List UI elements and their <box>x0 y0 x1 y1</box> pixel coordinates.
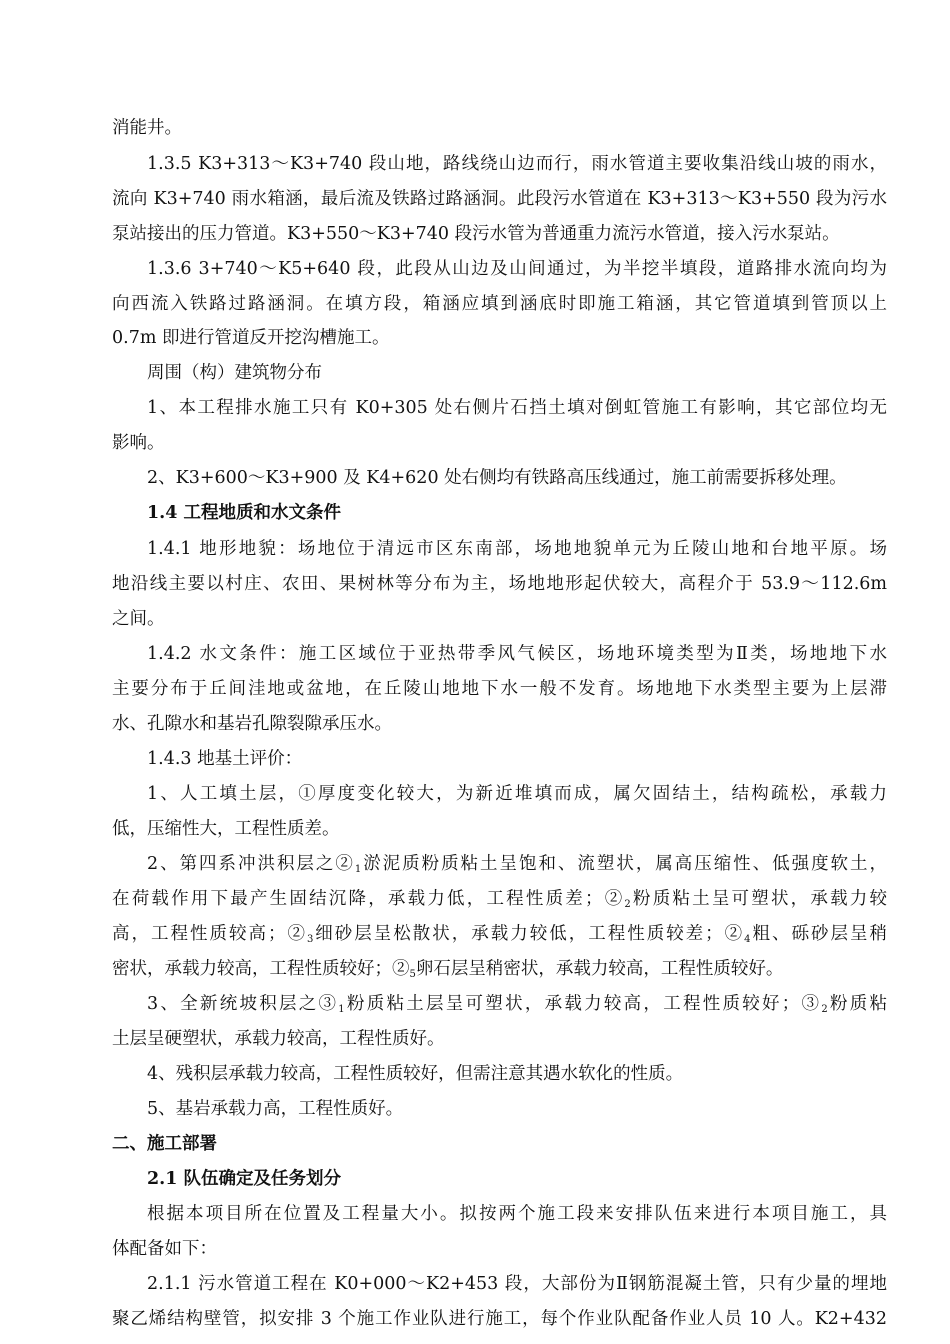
text-fragment: 2、第四系冲洪积层之② <box>147 854 355 874</box>
text-line <box>112 888 887 916</box>
text-line: 向西流入铁路过路涵洞。在填方段，箱涵应填到涵底时即施工箱涵，其它管道填到管顶以上 <box>112 294 887 314</box>
text-line <box>112 958 783 986</box>
text-fragment: 粉质粘 <box>827 994 888 1014</box>
subscript: 4 <box>744 934 751 945</box>
text-line: 流向 K3+740 雨水箱涵，最后流及铁路过路涵洞。此段污水管道在 K3+313～K3+550 段为污水 <box>112 189 887 209</box>
text-line: 聚乙烯结构壁管，拟安排 3 个施工作业队进行施工，每个作业队配备作业人员 10 人。K2+432 <box>112 1309 887 1329</box>
subscript: 2 <box>821 1004 828 1015</box>
subscript: 1 <box>354 864 362 875</box>
section-heading: 1.4 工程地质和水文条件 <box>147 503 342 523</box>
text-line: 1.3.6 3+740～K5+640 段，此段从山边及山间通过，为半挖半填段，道路排水流向均为 <box>147 259 887 279</box>
text-fragment: 粉质粘土层呈可塑状，承载力较高，工程性质较好；③ <box>344 994 822 1014</box>
subscript: 2 <box>624 899 631 910</box>
text-fragment: 粗、砾砂层呈稍 <box>750 924 888 944</box>
text-fragment: 淤泥质粉质粘土呈饱和、流塑状，属高压缩性、低强度软土， <box>361 854 887 874</box>
text-line: 根据本项目所在位置及工程量大小。拟按两个施工段来安排队伍来进行本项目施工，具 <box>147 1204 887 1224</box>
text-line: 体配备如下： <box>112 1239 217 1259</box>
text-line: 0.7m 即进行管道反开挖沟槽施工。 <box>112 328 390 348</box>
text-fragment: 粉质粘土呈可塑状，承载力较 <box>630 889 888 909</box>
text-line: 1.3.5 K3+313～K3+740 段山地，路线绕山边而行，雨水管道主要收集沿线山坡的雨水， <box>147 154 887 174</box>
text-line: 1、人工填土层，①厚度变化较大，为新近堆填而成，属欠固结土，结构疏松，承载力 <box>147 784 887 804</box>
text-line: 1.4.2 水文条件：施工区域位于亚热带季风气候区，场地环境类型为Ⅱ类，场地地下水 <box>147 644 887 664</box>
text-line: 消能井。 <box>112 118 182 138</box>
text-line: 泵站接出的压力管道。K3+550～K3+740 段污水管为普通重力流污水管道，接入污水泵站。 <box>112 224 840 244</box>
text-line: 影响。 <box>112 433 165 453</box>
text-line: 水、孔隙水和基岩孔隙裂隙承压水。 <box>112 714 392 734</box>
text-line: 土层呈硬塑状，承载力较高，工程性质好。 <box>112 1029 445 1049</box>
subscript: 3 <box>306 934 314 945</box>
section-heading: 2.1 队伍确定及任务划分 <box>147 1169 342 1189</box>
text-fragment: 3、全新统坡积层之③ <box>147 994 339 1014</box>
text-line: 4、残积层承载力较高，工程性质较好，但需注意其遇水软化的性质。 <box>147 1064 684 1084</box>
text-fragment: 细砂层呈松散状，承载力较低，工程性质较差；② <box>313 924 745 944</box>
text-fragment: 卵石层呈稍密状，承载力较高，工程性质较好。 <box>415 959 784 979</box>
text-line <box>112 923 887 951</box>
text-line: 2、K3+600～K3+900 及 K4+620 处右侧均有铁路高压线通过，施工前需要拆移处理。 <box>147 468 847 488</box>
text-fragment: 密状，承载力较高，工程性质较好；② <box>112 959 410 979</box>
text-line: 2.1.1 污水管道工程在 K0+000～K2+453 段，大部份为Ⅱ钢筋混凝土管，只有少量的埋地 <box>147 1274 887 1294</box>
text-line: 1.4.1 地形地貌：场地位于清远市区东南部，场地地貌单元为丘陵山地和台地平原。场 <box>147 539 887 559</box>
text-line: 主要分布于丘间洼地或盆地，在丘陵山地地下水一般不发育。场地地下水类型主要为上层滞 <box>112 679 887 699</box>
section-heading: 周围（构）建筑物分布 <box>147 363 322 383</box>
text-line: 地沿线主要以村庄、农田、果树林等分布为主，场地地形起伏较大，高程介于 53.9～112.6m <box>112 574 887 594</box>
text-line: 1、本工程排水施工只有 K0+305 处右侧片石挡土填对倒虹管施工有影响，其它部位均无 <box>147 398 887 418</box>
text-line: 低，压缩性大，工程性质差。 <box>112 819 340 839</box>
subscript: 5 <box>409 969 416 980</box>
text-fragment: 高，工程性质较高；② <box>112 924 307 944</box>
chapter-heading: 二、施工部署 <box>112 1134 217 1154</box>
subscript: 1 <box>338 1004 345 1015</box>
text-line: 1.4.3 地基土评价： <box>147 749 303 769</box>
text-fragment: 在荷载作用下最产生固结沉降，承载力低，工程性质差；② <box>112 889 625 909</box>
text-line <box>147 993 887 1021</box>
text-line: 之间。 <box>112 609 165 629</box>
text-line <box>147 853 887 881</box>
text-line: 5、基岩承载力高，工程性质好。 <box>147 1099 404 1119</box>
